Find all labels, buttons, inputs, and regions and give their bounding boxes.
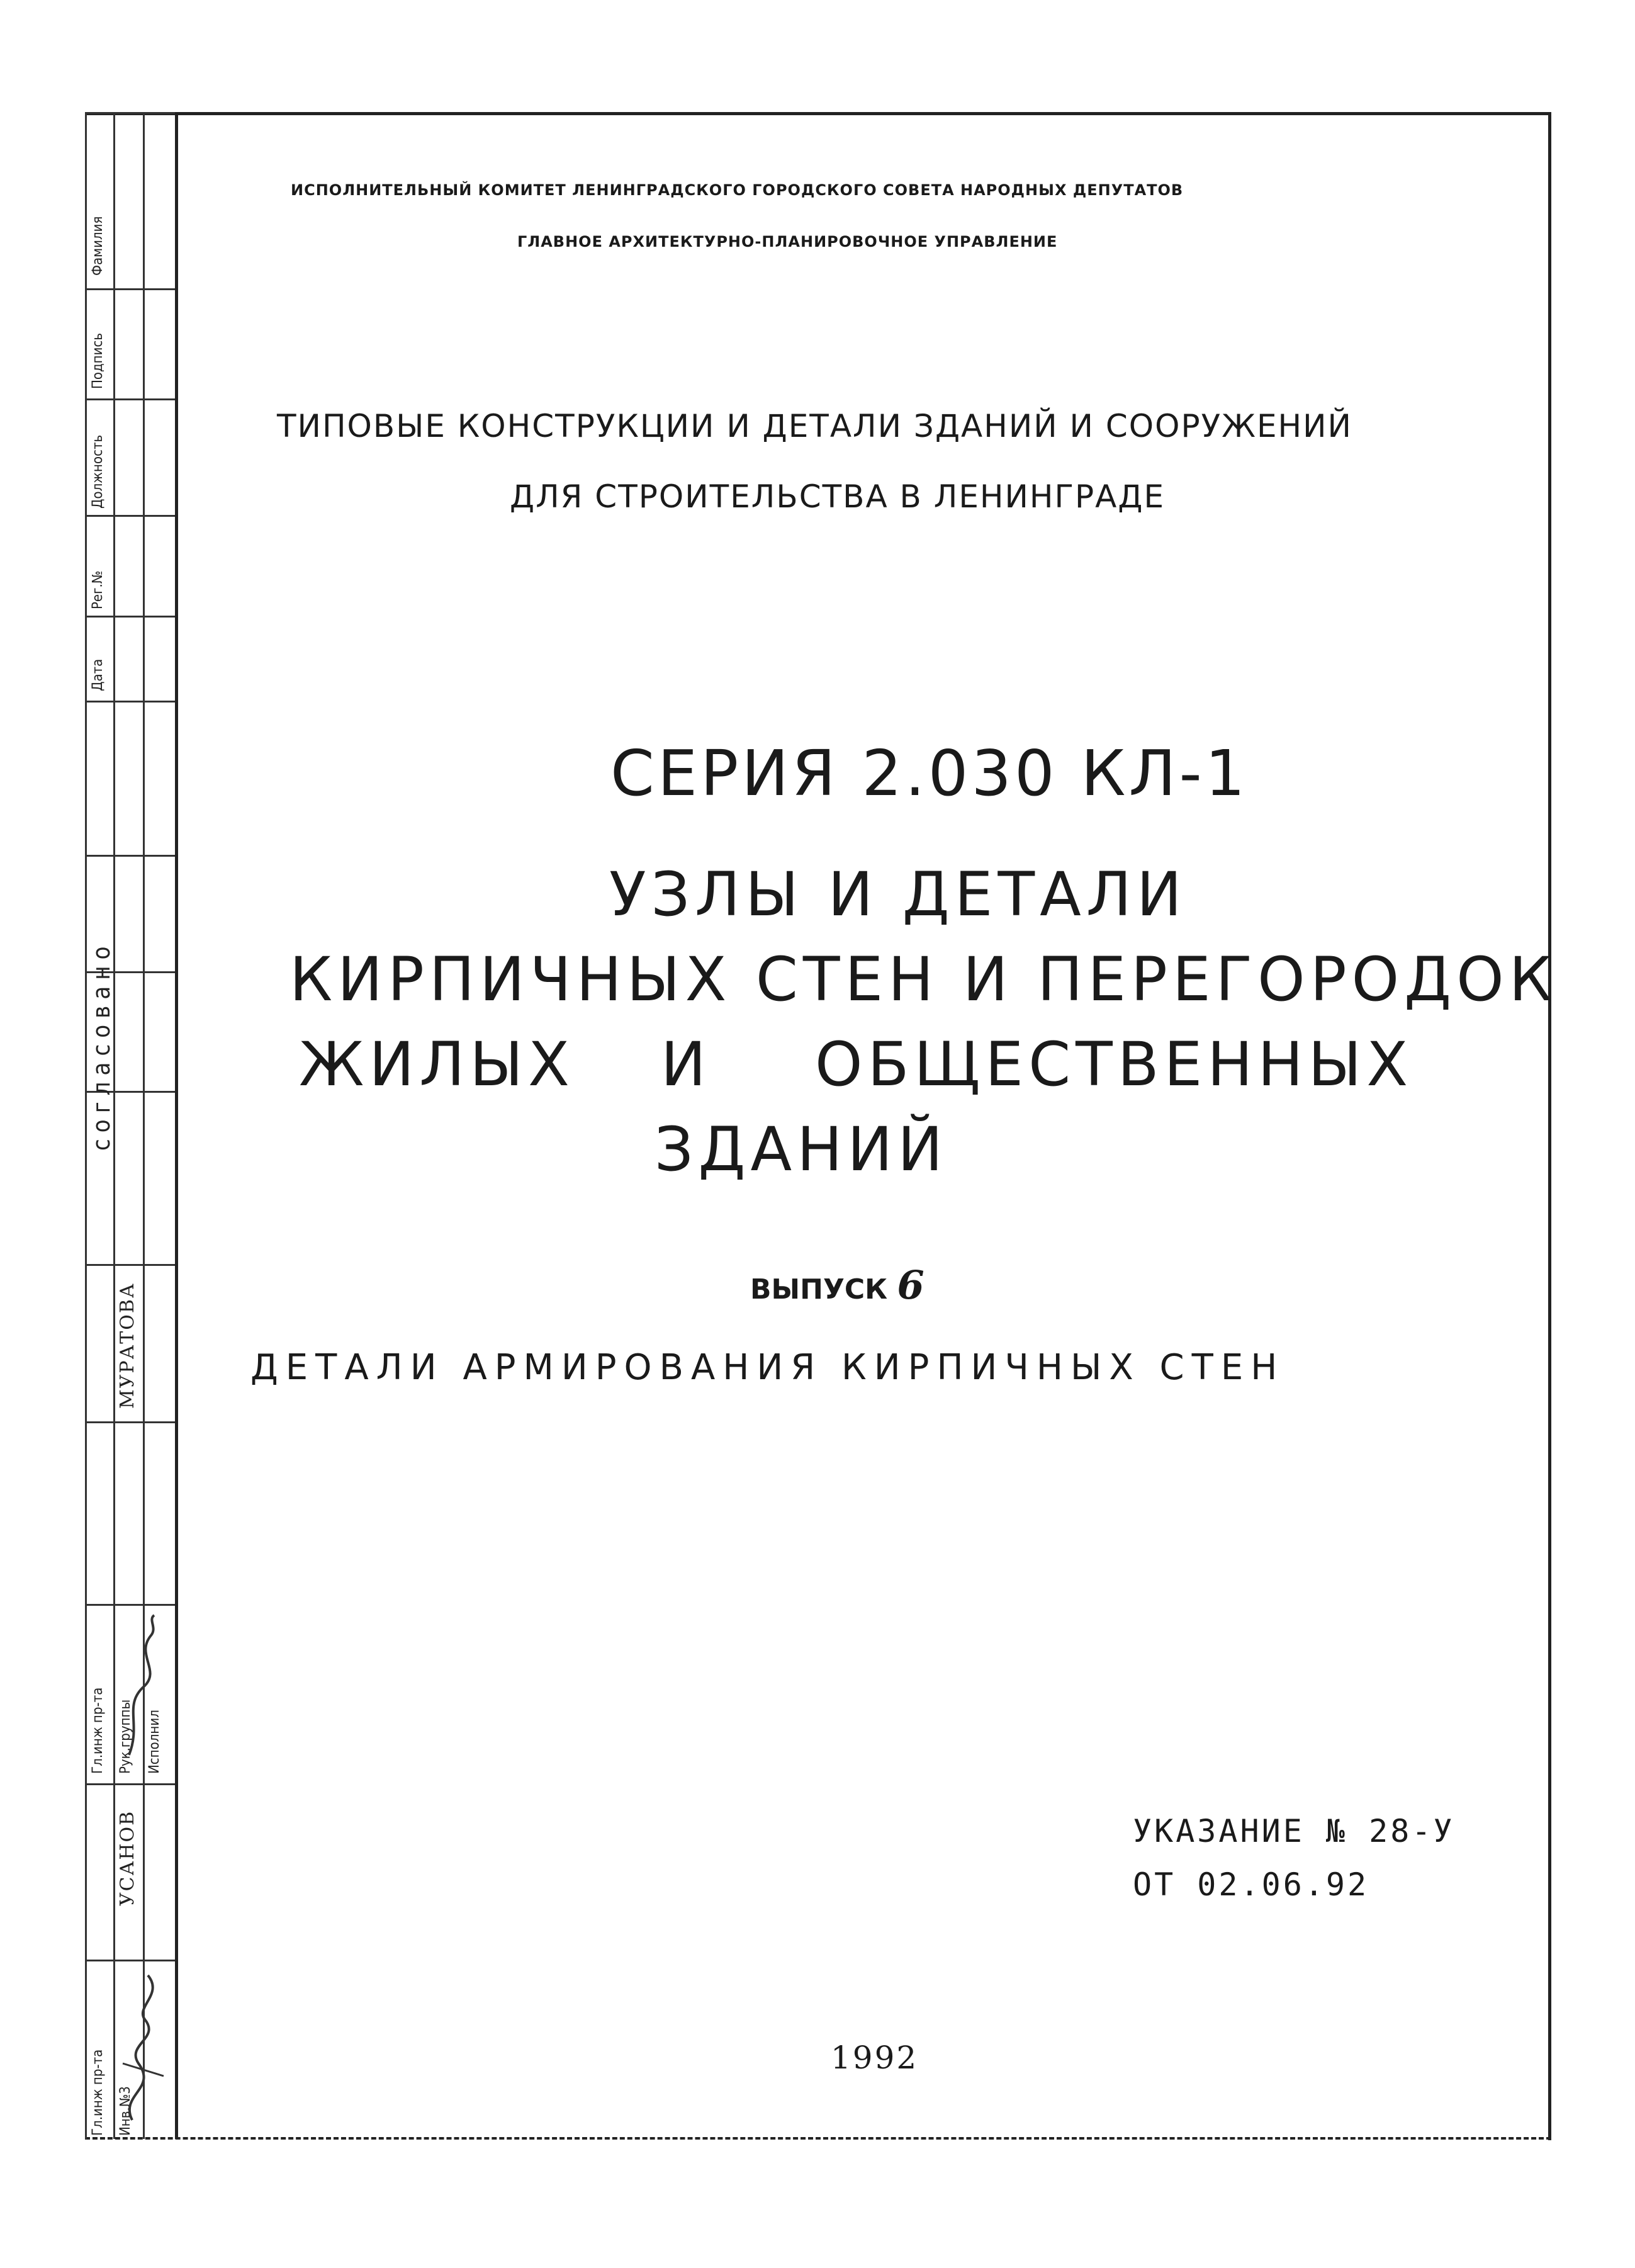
strip-row-line xyxy=(85,515,175,517)
strip-row-line xyxy=(85,1960,175,1961)
title-line3-word2: И xyxy=(661,1029,711,1100)
publication-year: 1992 xyxy=(831,2040,919,2076)
frame-bottom-border xyxy=(85,2137,1551,2140)
approver-name-1: МУРАТОВА xyxy=(116,1282,138,1409)
inventory-label-1: Гл.инж пр-та xyxy=(90,2049,106,2136)
agreed-label: согласовано xyxy=(87,940,115,1151)
strip-header-surname: Фамилия xyxy=(90,216,106,276)
frame-right-border xyxy=(1548,113,1551,2140)
strip-row-line xyxy=(85,1783,175,1785)
title-line3-word3: ОБЩЕСТВЕННЫХ xyxy=(815,1029,1413,1100)
collection-title-line2: ДЛЯ СТРОИТЕЛЬСТВА В ЛЕНИНГРАДЕ xyxy=(510,478,1166,515)
strip-row-line xyxy=(85,398,175,400)
approver-name-2: УСАНОВ xyxy=(116,1810,138,1906)
strip-row-line xyxy=(85,1421,175,1423)
title-line4: ЗДАНИЙ xyxy=(655,1114,948,1185)
role-group-head: Рук.группы xyxy=(118,1699,133,1774)
strip-header-reg-no: Рег.№ xyxy=(90,570,106,609)
title-line1: УЗЛЫ И ДЕТАЛИ xyxy=(609,859,1187,930)
decree-date: ОТ 02.06.92 xyxy=(1133,1866,1369,1903)
header-organization: ИСПОЛНИТЕЛЬНЫЙ КОМИТЕТ ЛЕНИНГРАДСКОГО ГОРОДСКОГО СОВЕТА НАРОДНЫХ ДЕПУТАТОВ xyxy=(291,181,1184,199)
strip-row-line xyxy=(85,288,175,290)
strip-row-line xyxy=(85,1264,175,1266)
frame-top-border xyxy=(85,112,1551,115)
strip-column-line xyxy=(85,112,87,2139)
strip-header-signature: Подпись xyxy=(90,332,106,389)
inventory-label-2: Инв.№3 xyxy=(118,2086,133,2136)
strip-row-line xyxy=(85,701,175,702)
header-department: ГЛАВНОЕ АРХИТЕКТУРНО-ПЛАНИРОВОЧНОЕ УПРАВЛЕНИЕ xyxy=(517,233,1058,251)
role-executor: Исполнил xyxy=(147,1710,162,1774)
strip-row-line xyxy=(85,616,175,618)
strip-header-date: Дата xyxy=(90,658,106,691)
title-line3-word1: ЖИЛЫХ xyxy=(299,1029,575,1100)
role-chief-engineer: Гл.инж пр-та xyxy=(90,1687,106,1774)
issue-label-text: ВЫПУСК xyxy=(750,1273,888,1306)
issue-label xyxy=(750,1262,924,1308)
signature-1 xyxy=(116,1610,173,1768)
strip-row-line xyxy=(85,112,175,114)
series-number: СЕРИЯ 2.030 КЛ-1 xyxy=(610,736,1249,810)
signature-2 xyxy=(113,1969,173,2133)
decree-number: УКАЗАНИЕ № 28-У xyxy=(1133,1813,1455,1849)
strip-row-line xyxy=(85,1604,175,1606)
approval-strip xyxy=(85,112,175,2139)
title-line2: КИРПИЧНЫХ СТЕН И ПЕРЕГОРОДОК xyxy=(289,944,1557,1015)
strip-header-position: Должность xyxy=(90,434,106,509)
issue-subtitle: ДЕТАЛИ АРМИРОВАНИЯ КИРПИЧНЫХ СТЕН xyxy=(250,1347,1285,1388)
frame-left-border xyxy=(175,112,178,2139)
issue-number: 6 xyxy=(897,1262,924,1308)
strip-row-line xyxy=(85,855,175,857)
collection-title-line1: ТИПОВЫЕ КОНСТРУКЦИИ И ДЕТАЛИ ЗДАНИЙ И СООРУЖЕНИЙ xyxy=(277,408,1352,444)
strip-column-line xyxy=(143,112,145,2139)
